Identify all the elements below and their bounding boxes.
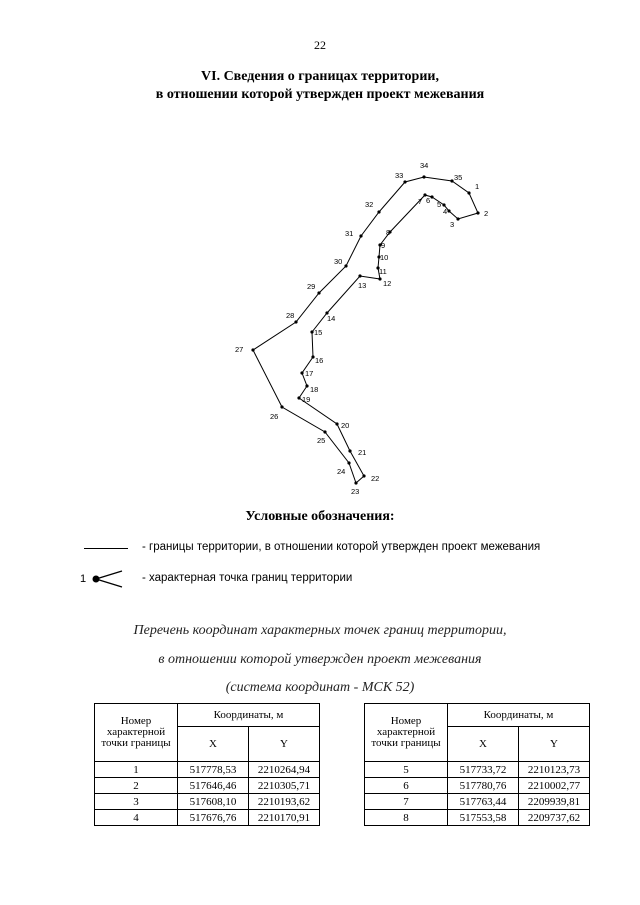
boundary-point-label: 13 <box>358 281 367 290</box>
coords-table-left <box>94 703 320 826</box>
x-cell: 517646,46 <box>178 778 249 794</box>
boundary-point-marker <box>447 209 450 212</box>
boundary-point-label: 4 <box>443 207 448 216</box>
boundary-point-marker <box>305 384 308 387</box>
y-cell: 2209939,81 <box>519 794 590 810</box>
table-row <box>95 762 320 778</box>
boundary-point-label: 28 <box>286 311 295 320</box>
boundary-point-marker <box>430 195 433 198</box>
boundary-point-label: 15 <box>314 328 323 337</box>
boundary-point-label: 12 <box>383 279 392 288</box>
boundary-point-label: 11 <box>379 267 387 276</box>
boundary-point-label: 35 <box>454 173 463 182</box>
boundary-point-marker <box>317 291 320 294</box>
boundary-point-label: 23 <box>351 487 360 496</box>
boundary-point-marker <box>323 430 326 433</box>
boundary-point-marker <box>344 264 347 267</box>
boundary-point-label: 33 <box>395 171 404 180</box>
boundary-point-label: 14 <box>327 314 336 323</box>
boundary-point-marker <box>359 234 362 237</box>
x-cell: 517780,76 <box>448 778 519 794</box>
x-cell: 517608,10 <box>178 794 249 810</box>
boundary-point-label: 5 <box>437 200 442 209</box>
table-row <box>365 762 590 778</box>
legend-line-sample <box>84 548 128 549</box>
legend-point-number: 1 <box>80 573 87 585</box>
boundary-point-marker <box>348 449 351 452</box>
y-cell: 2210264,94 <box>249 762 320 778</box>
boundary-point-label: 7 <box>418 197 423 206</box>
boundary-point-label: 24 <box>337 467 346 476</box>
boundary-point-marker <box>294 320 297 323</box>
boundary-point-marker <box>297 396 300 399</box>
legend-point-symbol-icon <box>88 568 128 590</box>
point-number-cell: 2 <box>95 778 178 794</box>
coords-table-right <box>364 703 590 826</box>
point-number-cell: 8 <box>365 810 448 826</box>
column-header-point-number: Номер характерной точки границы <box>95 704 178 762</box>
y-cell: 2210305,71 <box>249 778 320 794</box>
territory-boundary-line <box>253 177 478 483</box>
boundary-point-label: 2 <box>484 209 489 218</box>
point-number-cell: 7 <box>365 794 448 810</box>
column-header-y: Y <box>249 727 320 762</box>
point-number-cell: 6 <box>365 778 448 794</box>
y-cell: 2210002,77 <box>519 778 590 794</box>
boundary-point-label: 3 <box>450 220 455 229</box>
x-cell: 517676,76 <box>178 810 249 826</box>
section-title-line-2: в отношении которой утвержден проект межевания <box>155 87 485 102</box>
x-cell: 517778,53 <box>178 762 249 778</box>
boundary-point-label: 29 <box>307 282 316 291</box>
coords-list-heading-line-2: в отношении которой утвержден проект межевания <box>158 652 482 667</box>
boundary-point-label: 6 <box>426 196 431 205</box>
point-number-cell: 3 <box>95 794 178 810</box>
page-number: 22 <box>314 38 326 52</box>
point-number-cell: 5 <box>365 762 448 778</box>
section-title-line-1: VI. Сведения о границах территории, <box>201 69 439 84</box>
boundary-point-marker <box>377 210 380 213</box>
column-header-y: Y <box>519 727 590 762</box>
y-cell: 2210123,73 <box>519 762 590 778</box>
coords-list-heading-line-3: (система координат - МСК 52) <box>225 680 415 695</box>
boundary-point-marker <box>456 217 459 220</box>
boundary-point-marker <box>251 348 254 351</box>
table-row <box>365 794 590 810</box>
x-cell: 517733,72 <box>448 762 519 778</box>
boundary-point-marker <box>335 422 338 425</box>
boundary-point-marker <box>347 461 350 464</box>
boundary-point-label: 9 <box>381 241 386 250</box>
x-cell: 517553,58 <box>448 810 519 826</box>
boundary-point-marker <box>362 474 365 477</box>
boundary-point-marker <box>403 180 406 183</box>
boundary-point-label: 1 <box>475 182 480 191</box>
column-header-coordinates: Координаты, м <box>178 704 320 727</box>
boundary-point-marker <box>378 277 381 280</box>
y-cell: 2210193,62 <box>249 794 320 810</box>
boundary-point-marker <box>467 191 470 194</box>
legend-point-text: - характерная точка границ территории <box>142 572 353 584</box>
boundary-point-label: 27 <box>235 345 244 354</box>
boundary-point-label: 10 <box>380 253 389 262</box>
table-row <box>95 794 320 810</box>
column-header-coordinates: Координаты, м <box>448 704 590 727</box>
legend-title: Условные обозначения: <box>245 509 395 524</box>
x-cell: 517763,44 <box>448 794 519 810</box>
legend-line-text: - границы территории, в отношении которой утвержден проект межевания <box>142 541 541 553</box>
boundary-point-label: 32 <box>365 200 374 209</box>
boundary-point-label: 17 <box>305 369 314 378</box>
boundary-point-label: 31 <box>345 229 354 238</box>
boundary-point-label: 25 <box>317 436 326 445</box>
boundary-point-label: 18 <box>310 385 319 394</box>
coords-list-heading-line-1: Перечень координат характерных точек границ территории, <box>133 623 507 638</box>
boundary-point-marker <box>354 481 357 484</box>
boundary-point-label: 30 <box>334 257 343 266</box>
boundary-point-label: 16 <box>315 356 324 365</box>
point-number-cell: 4 <box>95 810 178 826</box>
boundary-point-label: 21 <box>358 448 367 457</box>
boundary-point-label: 8 <box>386 228 391 237</box>
point-number-cell: 1 <box>95 762 178 778</box>
boundary-point-marker <box>422 175 425 178</box>
boundary-point-label: 26 <box>270 412 279 421</box>
boundary-point-marker <box>476 211 479 214</box>
boundary-point-label: 34 <box>420 161 429 170</box>
boundary-point-marker <box>280 405 283 408</box>
table-row <box>365 778 590 794</box>
boundary-point-label: 19 <box>302 395 311 404</box>
table-row <box>365 810 590 826</box>
y-cell: 2210170,91 <box>249 810 320 826</box>
boundary-point-label: 20 <box>341 421 350 430</box>
column-header-x: X <box>448 727 519 762</box>
boundary-point-marker <box>300 371 303 374</box>
column-header-x: X <box>178 727 249 762</box>
boundary-points <box>251 175 479 484</box>
y-cell: 2209737,62 <box>519 810 590 826</box>
table-row <box>95 778 320 794</box>
boundary-point-label: 22 <box>371 474 380 483</box>
column-header-point-number: Номер характерной точки границы <box>365 704 448 762</box>
table-row <box>95 810 320 826</box>
boundary-point-marker <box>358 274 361 277</box>
